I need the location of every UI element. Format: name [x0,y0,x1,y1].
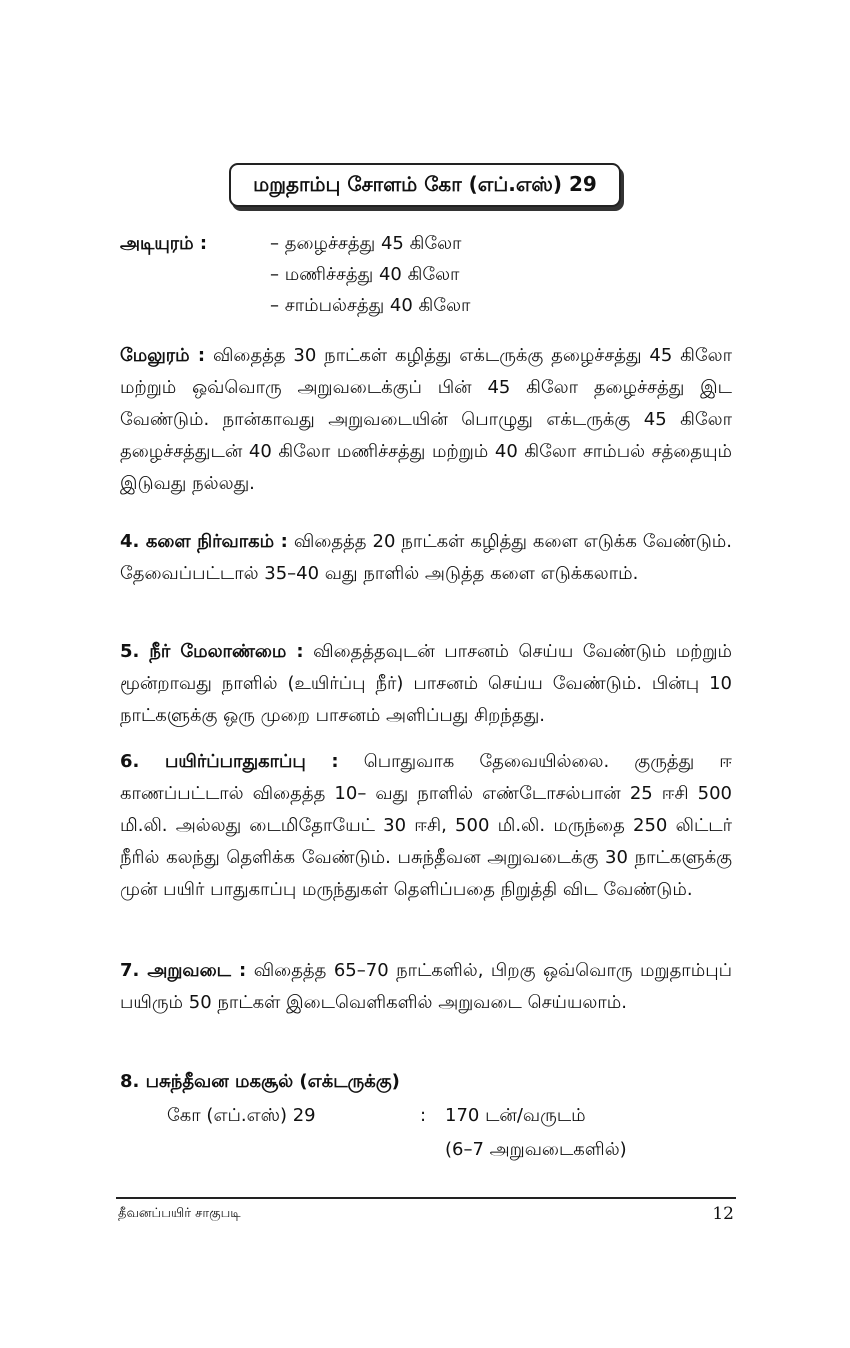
base-manure-item: – மணிச்சத்து 40 கிலோ [270,264,460,285]
water-management-label: 5. நீர் மேலாண்மை : [120,641,304,662]
page-title-text: மறுதாம்பு சோளம் கோ (எப்.எஸ்) 29 [253,171,597,196]
plant-protection-label: 6. பயிர்ப்பாதுகாப்பு : [120,751,339,772]
yield-colon: : [420,1105,427,1126]
base-manure-row [120,290,740,321]
base-manure-section [120,228,740,321]
base-manure-row [120,228,740,259]
yield-note: (6–7 அறுவடைகளில்) [445,1139,627,1160]
base-manure-item: – சாம்பல்சத்து 40 கிலோ [270,295,471,316]
plant-protection-paragraph [120,746,732,906]
top-dressing-paragraph [120,340,732,500]
water-management-text: விதைத்தவுடன் பாசனம் செய்ய வேண்டும் மற்றும் மூன்றாவது நாளில் (உயிர்ப்பு நீர்) பாசனம் செய்ய வேண்டும். பின்பு 10 நாட்களுக்கு ஒரு முறை பாசனம் அளிப்பது சிறந்தது. [120,641,732,726]
page-title [229,163,621,207]
water-management-paragraph [120,636,732,732]
footer-book-title: தீவனப்பயிர் சாகுபடி [118,1206,241,1221]
top-dressing-text: விதைத்த 30 நாட்கள் கழித்து எக்டருக்கு தழைச்சத்து 45 கிலோ மற்றும் ஒவ்வொரு அறுவடைக்குப் பின் 45 கிலோ தழைச்சத்து இட வேண்டும். நான்காவது அறுவடையின் பொழுது எக்டருக்கு 45 கிலோ தழைச்சத்துடன் 40 கிலோ மணிச்சத்து மற்றும் 40 கிலோ சாம்பல் சத்தையும் இடுவது நல்லது. [120,345,732,494]
footer-divider [116,1197,736,1199]
yield-amount: 170 டன்/வருடம் [445,1105,586,1126]
weed-management-paragraph [120,526,732,590]
base-manure-item: – தழைச்சத்து 45 கிலோ [270,233,462,254]
weed-management-label: 4. களை நிர்வாகம் : [120,531,288,552]
page-number: 12 [712,1204,734,1224]
yield-heading: 8. பசுந்தீவன மகசூல் (எக்டருக்கு) [120,1071,400,1092]
base-manure-label: அடியுரம் : [120,233,208,254]
harvest-text: விதைத்த 65–70 நாட்களில், பிறகு ஒவ்வொரு மறுதாம்புப் பயிரும் 50 நாட்கள் இடைவெளிகளில் அறுவடை செய்யலாம். [120,960,732,1013]
harvest-paragraph [120,955,732,1019]
harvest-label: 7. அறுவடை : [120,960,247,981]
yield-variety: கோ (எப்.எஸ்) 29 [167,1105,316,1126]
yield-row [120,1100,740,1132]
weed-management-text: விதைத்த 20 நாட்கள் கழித்து களை எடுக்க வேண்டும். தேவைப்பட்டால் 35–40 வது நாளில் அடுத்த களை எடுக்கலாம். [120,531,732,584]
top-dressing-label: மேலுரம் : [120,345,206,366]
base-manure-row [120,259,740,290]
plant-protection-text: பொதுவாக தேவையில்லை. குருத்து ஈ காணப்பட்டால் விதைத்த 10– வது நாளில் எண்டோசல்பான் 25 ஈசி 500 மி.லி. அல்லது டைமிதோயேட் 30 ஈசி, 500 மி.லி. மருந்தை 250 லிட்டர் நீரில் கலந்து தெளிக்க வேண்டும். பசுந்தீவன அறுவடைக்கு 30 நாட்களுக்கு முன் பயிர் பாதுகாப்பு மருந்துகள் தெளிப்பதை நிறுத்தி விட வேண்டும். [120,751,732,900]
